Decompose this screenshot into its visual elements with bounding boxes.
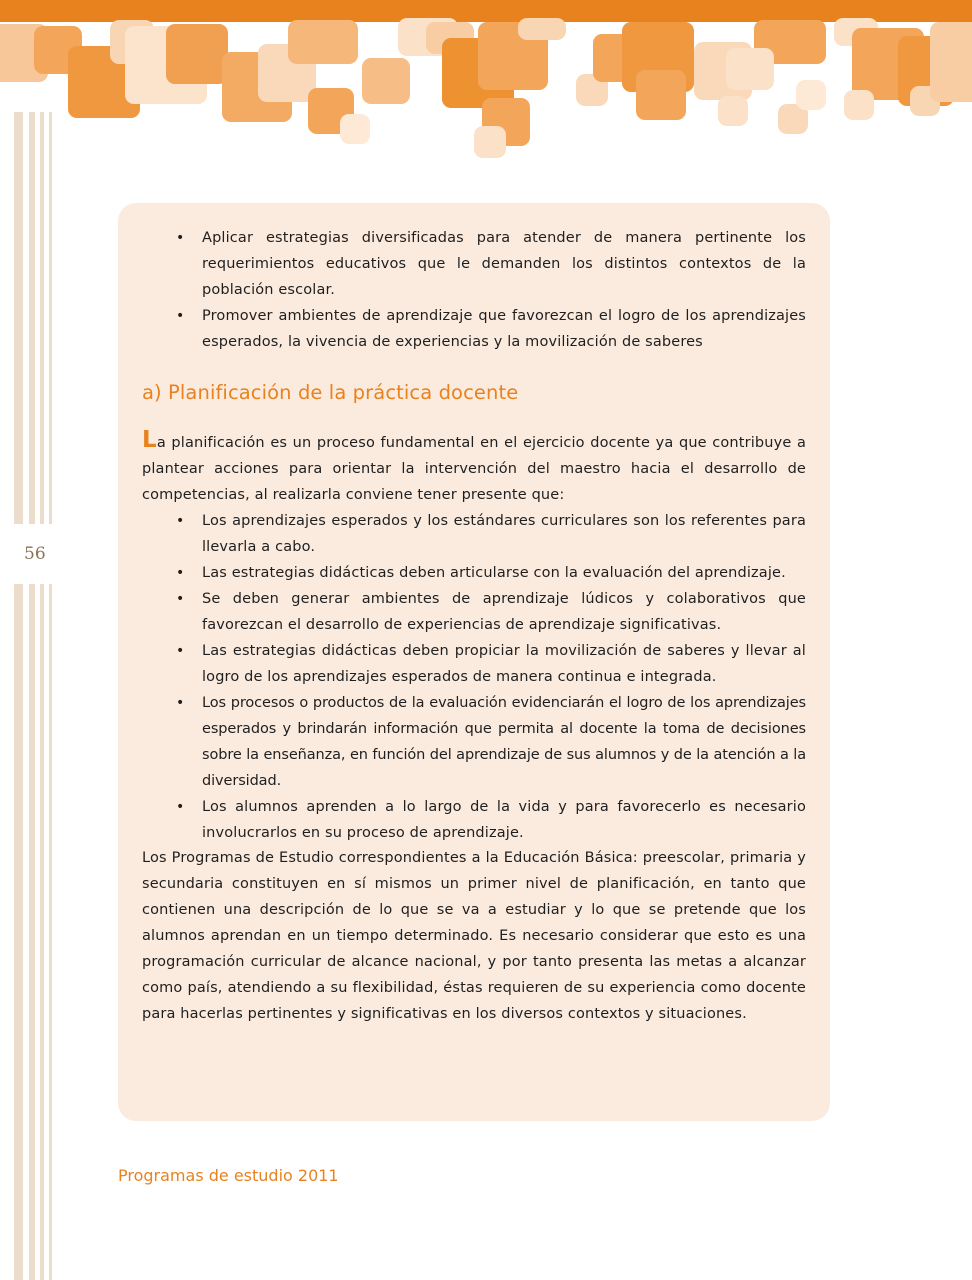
intro-bullet-list [142, 225, 806, 355]
section-intro-paragraph: La planificación es un proceso fundamental en el ejercicio docente ya que contribuye a plantear acciones para orientar la intervención del maestro hacia el desarrollo de competencias, al realizarla conviene tener presente que: [142, 427, 806, 503]
bullet-marker: • [176, 513, 185, 529]
bullet-marker: • [176, 799, 185, 815]
list-item: • Las estrategias didácticas deben articularse con la evaluación del aprendizaje. [142, 560, 806, 586]
bullet-marker: • [176, 565, 185, 581]
left-vertical-stripes [14, 112, 56, 1280]
planning-bullet-list [142, 508, 806, 846]
list-item: • Los alumnos aprenden a lo largo de la vida y para favorecerlo es necesario involucrarlos en su proceso de aprendizaje. [142, 794, 806, 846]
bullet-marker: • [176, 695, 185, 711]
bullet-marker: • [176, 643, 185, 659]
list-item: • Promover ambientes de aprendizaje que favorezcan el logro de los aprendizajes esperados, la vivencia de experiencias y la movilización de saberes [142, 303, 806, 355]
list-item: • Se deben generar ambientes de aprendizaje lúdicos y colaborativos que favorezcan el desarrollo de experiencias de aprendizaje significativas. [142, 586, 806, 638]
drop-cap: L [142, 427, 157, 453]
list-item: • Las estrategias didácticas deben propiciar la movilización de saberes y llevar al logro de los aprendizajes esperados de manera continua e integrada. [142, 638, 806, 690]
decorative-squares-banner [0, 18, 972, 163]
bullet-marker: • [176, 308, 185, 324]
bullet-marker: • [176, 230, 185, 246]
footer-title: Programas de estudio 2011 [118, 1166, 339, 1185]
page-number: 56 [24, 544, 46, 564]
content-panel [118, 203, 830, 1121]
closing-paragraph: Los Programas de Estudio correspondientes a la Educación Básica: preescolar, primaria y secundaria constituyen en sí mismos un primer nivel de planificación, en tanto que contienen una descripción de lo que se va a estudiar y lo que se pretende que los alumnos aprendan en un tiempo determinado. Es necesario considerar que esto es una programación curricular de alcance nacional, y por tanto presenta las metas a alcanzar como país, atendiendo a su flexibilidad, éstas requieren de su experiencia como docente para hacerlas pertinentes y significativas en los diversos contextos y situaciones. [142, 850, 806, 1022]
list-item: • Los procesos o productos de la evaluación evidenciarán el logro de los aprendizajes esperados y brindarán información que permita al docente la toma de decisiones sobre la enseñanza, en función del aprendizaje de sus alumnos y de la atención a la diversidad. [142, 690, 806, 794]
list-item: • Los aprendizajes esperados y los estándares curriculares son los referentes para llevarla a cabo. [142, 508, 806, 560]
list-item: • Aplicar estrategias diversificadas para atender de manera pertinente los requerimientos educativos que le demanden los distintos contextos de la población escolar. [142, 225, 806, 303]
bullet-marker: • [176, 591, 185, 607]
section-heading: a) Planificación de la práctica docente [142, 381, 519, 404]
